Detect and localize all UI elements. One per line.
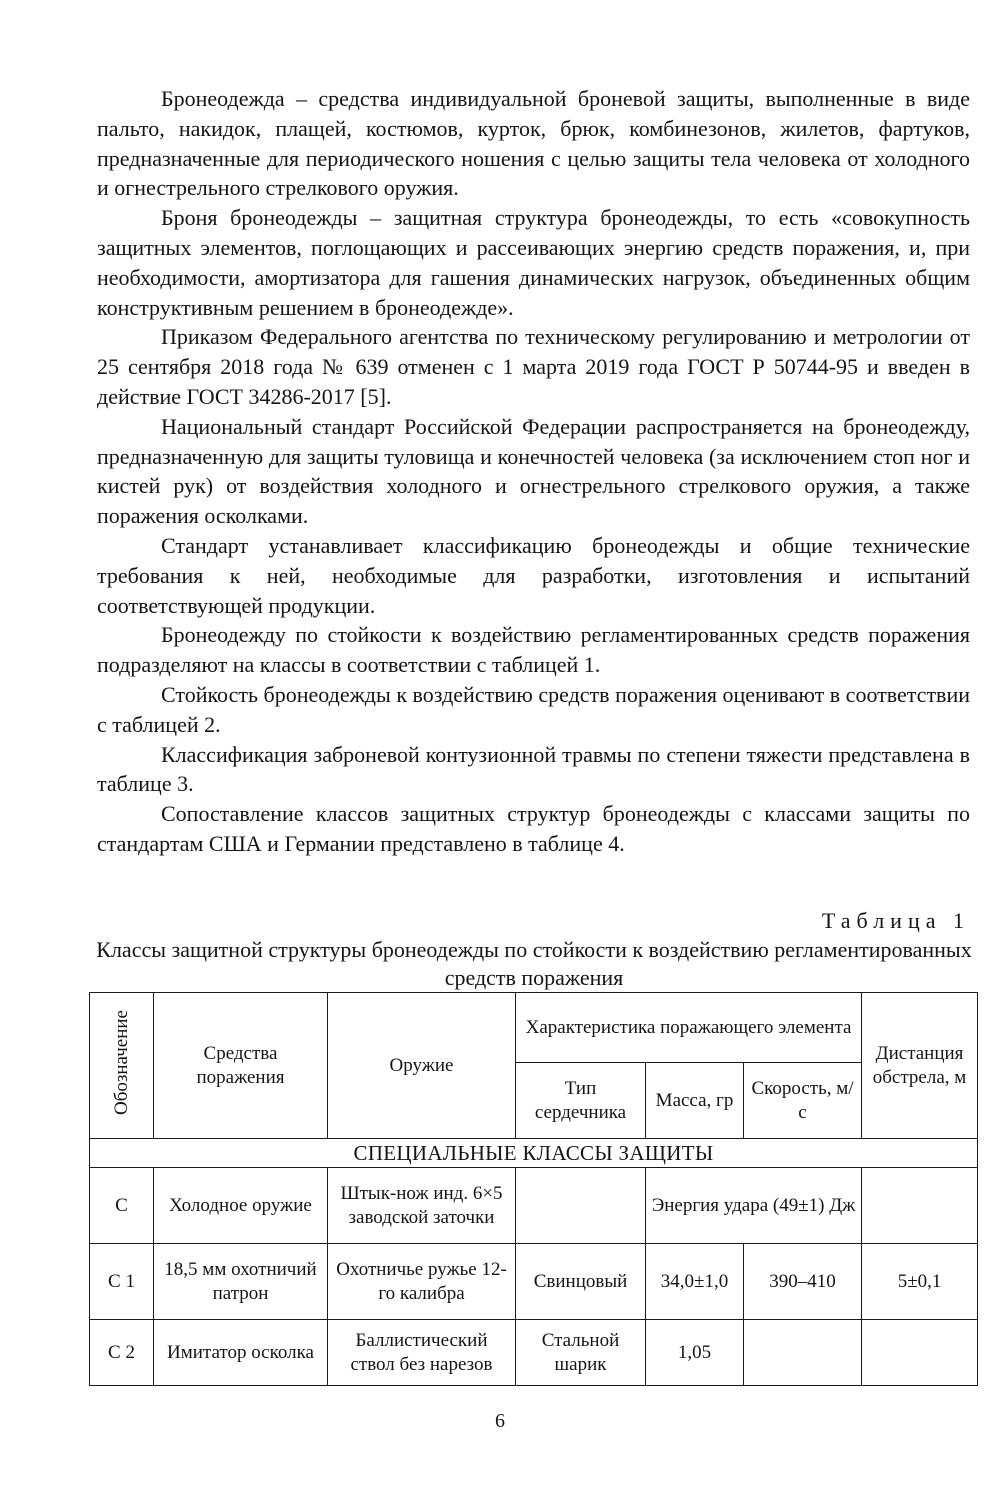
header-means: Средства поражения	[154, 993, 328, 1139]
paragraph: Бронеодежда – средства индивидуальной броневой защиты, выполненные в виде пальто, накидок, плащей, костюмов, курток, брюк, комбинезонов, жилетов, фартуков, предназначенные для периодического ношения с целью защиты тела человека от холодного и огнестрельного стрелкового оружия.	[97, 86, 970, 201]
cell-means: Имитатор осколка	[154, 1320, 328, 1386]
cell-means: 18,5 мм охотничий патрон	[154, 1244, 328, 1320]
paragraph: Стойкость бронеодежды к воздействию средств поражения оценивают в соответствии с таблицей 2.	[97, 681, 970, 737]
cell-weapon: Штык-нож инд. 6×5 заводской заточки	[328, 1168, 516, 1244]
table-row	[90, 1168, 978, 1244]
cell-speed	[744, 1320, 862, 1386]
paragraph: Стандарт устанавливает классификацию бронеодежды и общие технические требования к ней, необходимые для разработки, изготовления и испытаний соответствующей продукции.	[97, 532, 970, 618]
cell-designation: С 1	[90, 1244, 154, 1320]
header-core-type: Тип сердечника	[516, 1063, 646, 1139]
paragraph: Броня бронеодежды – защитная структура бронеодежды, то есть «совокупность защитных элементов, поглощающих и рассеивающих энергию средств поражения, и, при необходимости, амортизатора для гашения динамических нагрузок, объединенных общим конструктивным решением в бронеодежде».	[97, 205, 970, 320]
cell-core-type: Свинцовый	[516, 1244, 646, 1320]
table-label: Таблица 1	[821, 908, 970, 933]
cell-distance	[862, 1320, 978, 1386]
cell-means: Холодное оружие	[154, 1168, 328, 1244]
header-characteristic: Характеристика поражающего элемента	[516, 993, 862, 1063]
table-row	[90, 1320, 978, 1386]
cell-designation: С 2	[90, 1320, 154, 1386]
page-number: 6	[495, 1410, 505, 1432]
cell-core-type	[516, 1168, 646, 1244]
cell-designation: С	[90, 1168, 154, 1244]
cell-mass: 34,0±1,0	[646, 1244, 744, 1320]
cell-energy: Энергия удара (49±1) Дж	[646, 1168, 862, 1244]
body-text	[97, 84, 970, 859]
cell-weapon: Охотничье ружье 12-го калибра	[328, 1244, 516, 1320]
paragraph: Бронеодежду по стойкости к воздействию регламентированных средств поражения подразделяют на классы в соответствии с таблицей 1.	[97, 622, 970, 678]
paragraph: Приказом Федерального агентства по техническому регулированию и метрологии от 25 сентября 2018 года № 639 отменен с 1 марта 2019 года ГОСТ Р 50744-95 и введен в действие ГОСТ 34286-2017 [5].	[97, 324, 970, 409]
table-caption: Классы защитной структуры бронеодежды по стойкости к воздействию регламентированных средств поражения	[96, 937, 972, 990]
section-title: СПЕЦИАЛЬНЫЕ КЛАССЫ ЗАЩИТЫ	[90, 1139, 978, 1168]
cell-weapon: Баллистический ствол без нарезов	[328, 1320, 516, 1386]
header-distance: Дистанция обстрела, м	[862, 993, 978, 1139]
protection-classes-table	[89, 992, 978, 1386]
paragraph: Национальный стандарт Российской Федерации распространяется на бронеодежду, предназначенную для защиты туловища и конечностей человека (за исключением стоп ног и кистей рук) от воздействия холодного и огнестрельного стрелкового оружия, а также поражения осколками.	[97, 413, 970, 529]
paragraph: Сопоставление классов защитных структур бронеодежды с классами защиты по стандартам США и Германии представлено в таблице 4.	[97, 801, 970, 856]
header-speed: Скорость, м/с	[744, 1063, 862, 1139]
cell-mass: 1,05	[646, 1320, 744, 1386]
cell-core-type: Стальной шарик	[516, 1320, 646, 1386]
header-designation	[90, 993, 154, 1139]
cell-distance: 5±0,1	[862, 1244, 978, 1320]
header-weapon: Оружие	[328, 993, 516, 1139]
table-row	[90, 1244, 978, 1320]
paragraph: Классификация заброневой контузионной травмы по степени тяжести представлена в таблице 3.	[97, 741, 970, 797]
header-designation-label: Обозначение	[110, 1009, 132, 1115]
cell-distance	[862, 1168, 978, 1244]
header-mass: Масса, гр	[646, 1063, 744, 1139]
cell-speed: 390–410	[744, 1244, 862, 1320]
